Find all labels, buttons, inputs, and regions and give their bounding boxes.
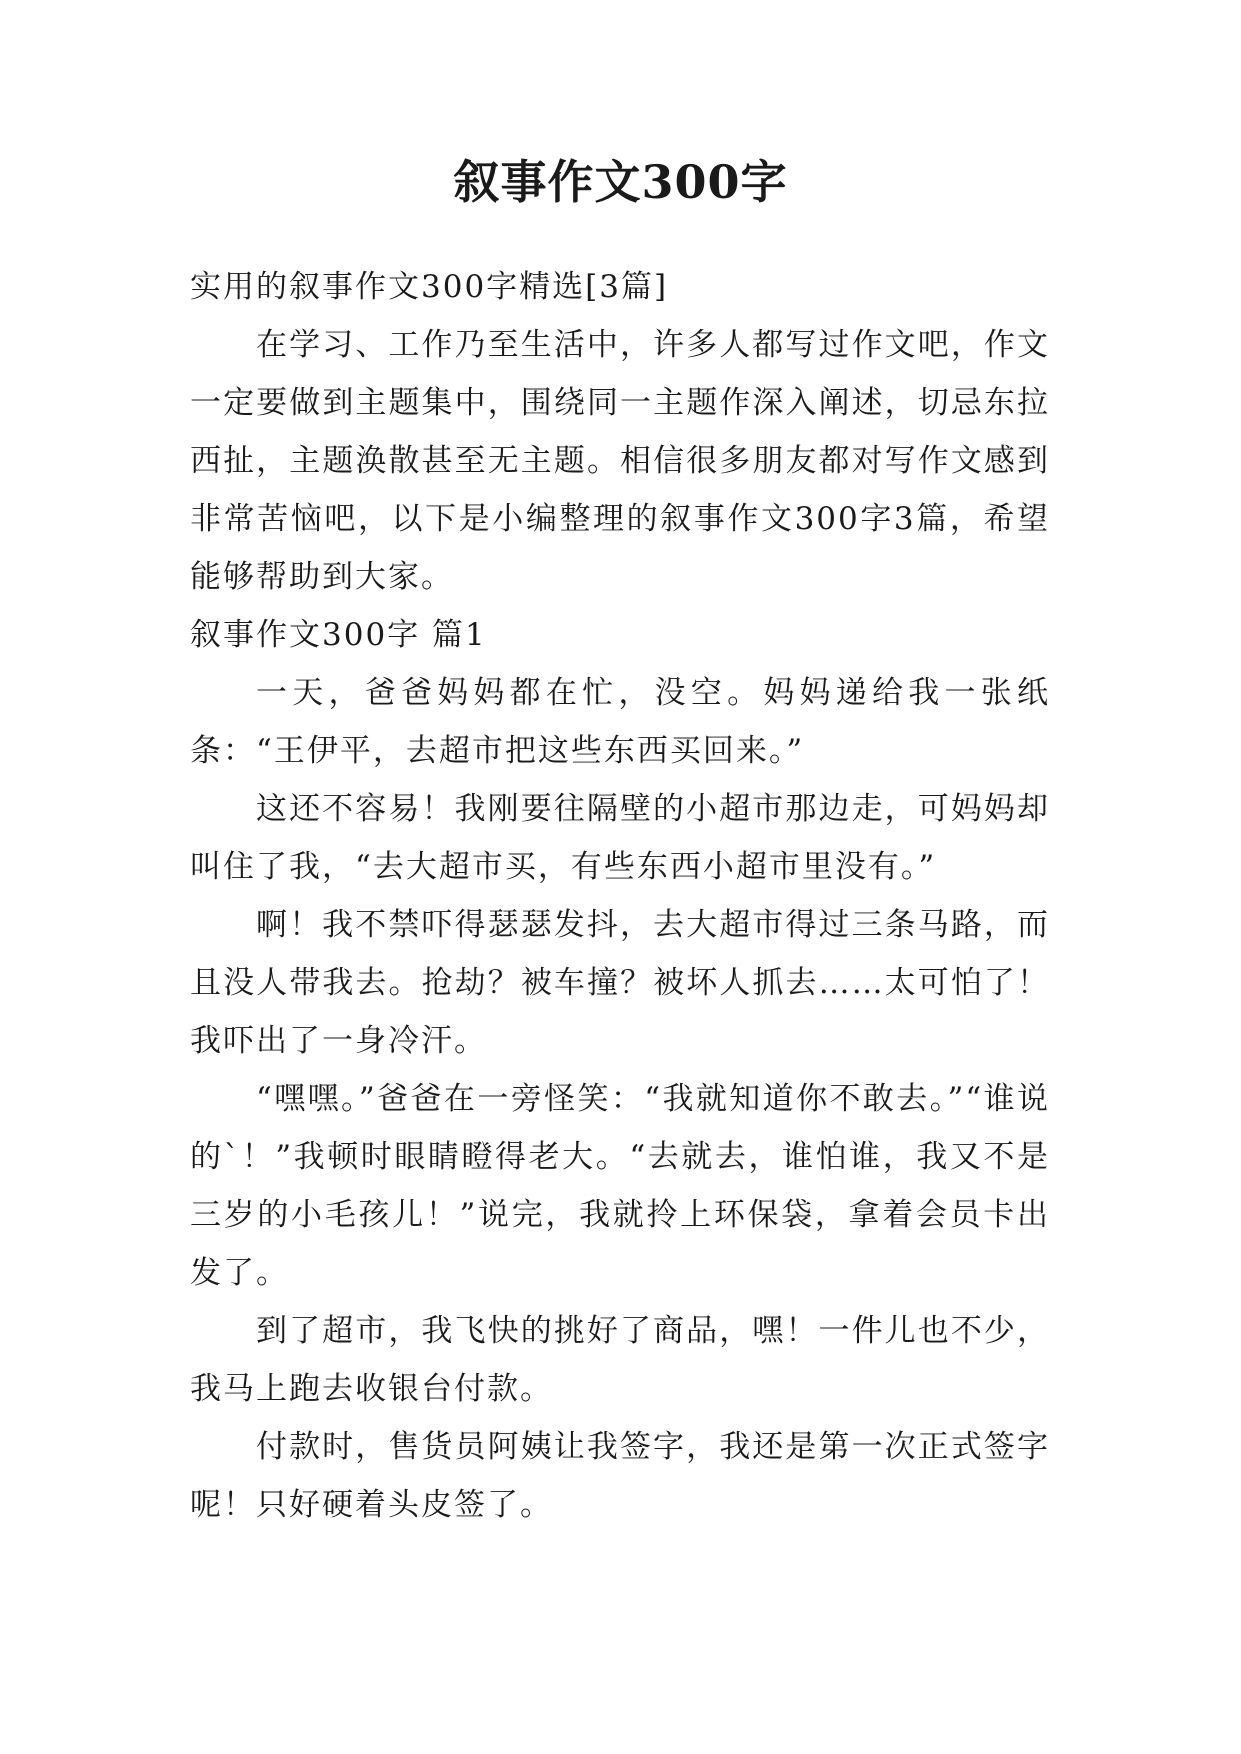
story-paragraph-2: 这还不容易！我刚要往隔壁的小超市那边走，可妈妈却叫住了我，“去大超市买，有些东西小超市里没有。” — [190, 791, 1050, 885]
intro-paragraph: 在学习、工作乃至生活中，许多人都写过作文吧，作文一定要做到主题集中，围绕同一主题作深入阐述，切忌东拉西扯，主题涣散甚至无主题。相信很多朋友都对写作文感到非常苦恼吧，以下是小编整理的叙事作文300字3篇，希望能够帮助到大家。 — [190, 327, 1050, 595]
story-paragraph-1: 一天，爸爸妈妈都在忙，没空。妈妈递给我一张纸条：“王伊平，去超市把这些东西买回来。” — [190, 675, 1050, 769]
intro-heading: 实用的叙事作文300字精选[3篇] — [190, 269, 669, 305]
document-title: 叙事作文300字 — [453, 155, 788, 209]
document-body — [190, 258, 1050, 1534]
story-paragraph-3: 啊！我不禁吓得瑟瑟发抖，去大超市得过三条马路，而且没人带我去。抢劫？被车撞？被坏人抓去……太可怕了！我吓出了一身冷汗。 — [190, 907, 1050, 1059]
story-paragraph-4: “嘿嘿。”爸爸在一旁怪笑：“我就知道你不敢去。”“谁说的`！”我顿时眼睛瞪得老大。“去就去，谁怕谁，我又不是三岁的小毛孩儿！”说完，我就拎上环保袋，拿着会员卡出发了。 — [190, 1081, 1050, 1291]
section-heading: 叙事作文300字 篇1 — [190, 617, 487, 653]
story-paragraph-5: 到了超市，我飞快的挑好了商品，嘿！一件儿也不少，我马上跑去收银台付款。 — [190, 1313, 1050, 1407]
story-paragraph-6: 付款时，售货员阿姨让我签字，我还是第一次正式签字呢！只好硬着头皮签了。 — [190, 1429, 1050, 1523]
